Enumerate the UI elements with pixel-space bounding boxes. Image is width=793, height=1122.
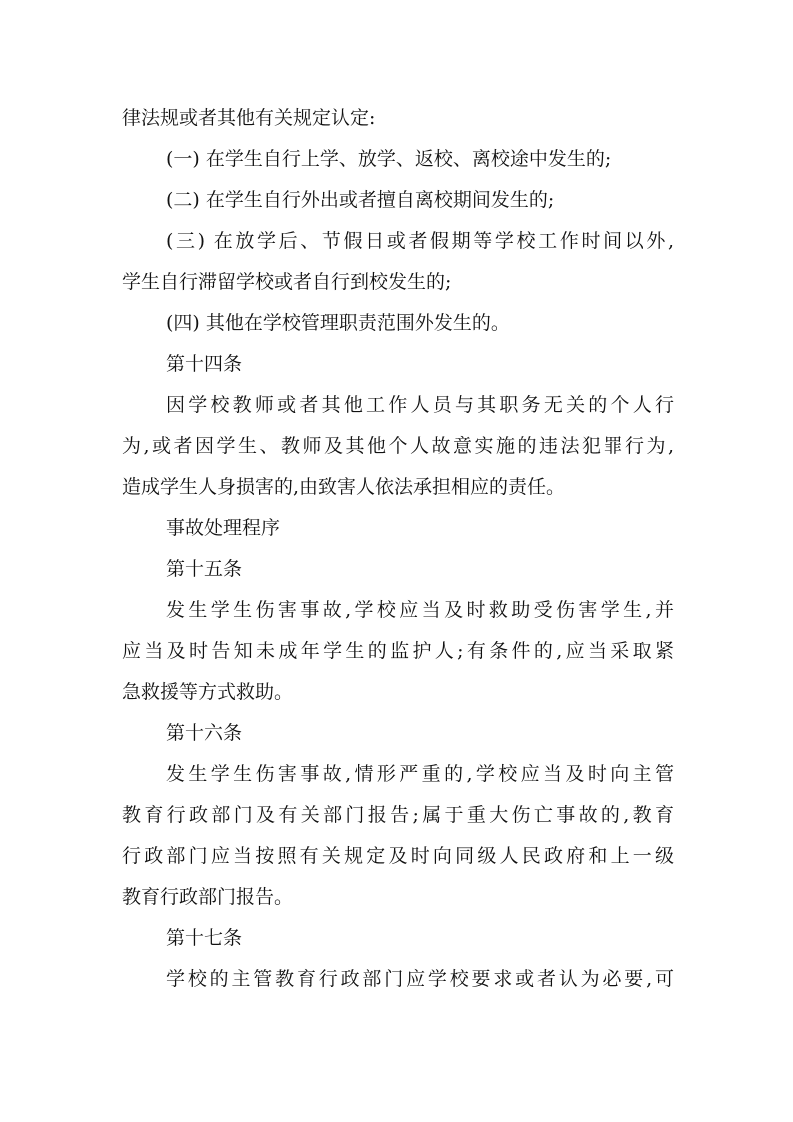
list-item-3-continuation: 学生自行滞留学校或者自行到校发生的; xyxy=(122,271,452,293)
article-17-text-line: 学校的主管教育行政部门应学校要求或者认为必要,可 xyxy=(166,968,674,990)
article-14-text-line: 造成学生人身损害的,由致害人依法承担相应的责任。 xyxy=(122,476,566,498)
article-16-heading: 第十六条 xyxy=(166,722,243,744)
list-item-2: (二) 在学生自行外出或者擅自离校期间发生的; xyxy=(166,189,555,211)
article-16-text-line: 教育行政部门及有关部门报告;属于重大伤亡事故的,教育 xyxy=(122,804,674,826)
article-17-heading: 第十七条 xyxy=(166,927,243,949)
article-16-text-line: 发生学生伤害事故,情形严重的,学校应当及时向主管 xyxy=(166,763,674,785)
list-item-1: (一) 在学生自行上学、放学、返校、离校途中发生的; xyxy=(166,148,612,170)
section-heading: 事故处理程序 xyxy=(166,517,281,539)
article-14-text-line: 因学校教师或者其他工作人员与其职务无关的个人行 xyxy=(166,394,674,416)
article-15-text-line: 应当及时告知未成年学生的监护人;有条件的,应当采取紧 xyxy=(122,640,674,662)
article-15-text-line: 发生学生伤害事故,学校应当及时救助受伤害学生,并 xyxy=(166,599,674,621)
article-15-text-line: 急救援等方式救助。 xyxy=(122,681,294,703)
list-item-3: (三) 在放学后、节假日或者假期等学校工作时间以外, xyxy=(166,230,674,252)
article-14-text-line: 为,或者因学生、教师及其他个人故意实施的违法犯罪行为, xyxy=(122,435,674,457)
article-16-text-line: 教育行政部门报告。 xyxy=(122,886,294,908)
document-body xyxy=(122,98,674,1000)
article-14-heading: 第十四条 xyxy=(166,353,243,375)
article-16-text-line: 行政部门应当按照有关规定及时向同级人民政府和上一级 xyxy=(122,845,674,867)
list-item-4: (四) 其他在学校管理职责范围外发生的。 xyxy=(166,312,510,334)
article-15-heading: 第十五条 xyxy=(166,558,243,580)
body-text-line: 律法规或者其他有关规定认定: xyxy=(122,107,376,129)
